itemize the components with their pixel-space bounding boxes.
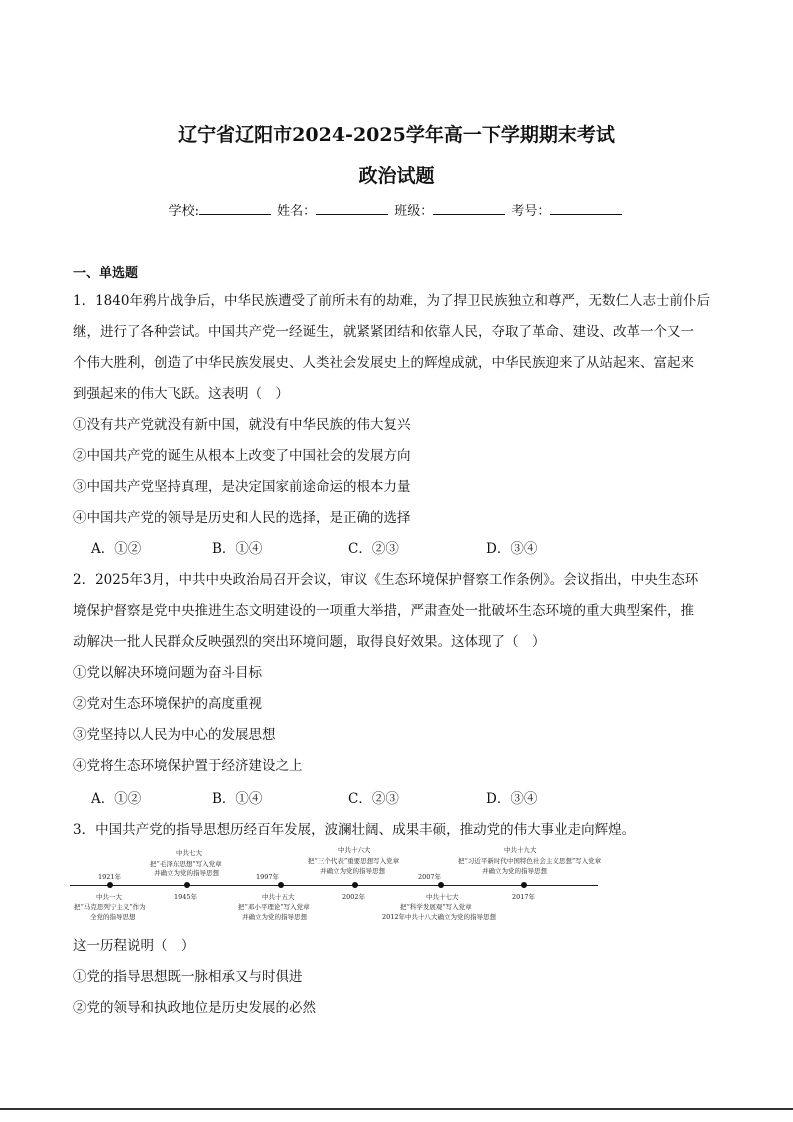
timeline-event-label: 2012年中共十八大确立为党的指导思想 [382, 913, 497, 921]
school-label: 学校: [168, 204, 199, 219]
timeline-event-label: 并确立为党的指导思想 [482, 867, 547, 875]
timeline-event-label: 中共十九大 [504, 846, 537, 854]
timeline-event-label: 中共十六大 [338, 846, 371, 854]
q2-stem-line: 2．2025年3月，中共中央政治局召开会议，审议《生态环境保护督察工作条例》。会议指出，中央生态环 [73, 572, 699, 588]
timeline-event-label: 并确立为党的指导思想 [154, 869, 219, 877]
q1-statement: ②中国共产党的诞生从根本上改变了中国社会的发展方向 [73, 448, 411, 464]
timeline-year: 1921年 [98, 873, 122, 881]
q3-stem: 3．中国共产党的指导思想历经百年发展，波澜壮阔、成果丰硕，推动党的伟大事业走向辉煌。 [73, 822, 636, 838]
timeline-event-label: 中共十七大 [426, 893, 459, 901]
q2-statement: ④党将生态环境保护置于经济建设之上 [73, 758, 303, 774]
q1-statement: ③中国共产党坚持真理，是决定国家前途命运的根本力量 [73, 479, 411, 495]
q3-statement: ②党的领导和执政地位是历史发展的必然 [73, 1000, 316, 1016]
q2-option-a[interactable]: A．①② [91, 791, 142, 807]
class-label: 班级： [394, 204, 434, 219]
q1-stem-line: 个伟大胜利，创造了中华民族发展史、人类社会发展史上的辉煌成就，中华民族迎来了从站起来、富起来 [73, 355, 694, 371]
timeline-event-label: 把“习近平新时代中国特色社会主义思想”写入党章 [458, 857, 602, 865]
q1-statement: ④中国共产党的领导是历史和人民的选择，是正确的选择 [73, 510, 411, 526]
timeline-dot-2002 [352, 882, 358, 888]
q1-option-d[interactable]: D．③④ [486, 541, 538, 557]
school-blank [199, 202, 271, 215]
q2-stem-line: 动解决一批人民群众反映强烈的突出环境问题，取得良好效果。这体现了（ ） [73, 634, 546, 650]
timeline-dot-2017 [521, 882, 527, 888]
section-title: 一、单选题 [73, 266, 139, 281]
timeline-event-label: 把“三个代表”重要思想写入党章 [308, 857, 400, 865]
timeline-year: 1945年 [174, 893, 198, 901]
timeline-year: 1997年 [256, 873, 280, 881]
timeline-event-label: 把“邓小平理论”写入党章 [238, 903, 310, 911]
timeline-event-label: 把“毛泽东思想”写入党章 [150, 860, 222, 868]
timeline-event-label: 并确立为党的指导思想 [242, 913, 307, 921]
page-bottom-rule [0, 1108, 793, 1110]
timeline-event-label: 中共七大 [176, 849, 202, 857]
student-info-line [0, 200, 793, 219]
q2-statement: ②党对生态环境保护的高度重视 [73, 696, 262, 712]
exam-number-label: 考号： [511, 204, 551, 219]
timeline-event-label: 中共十五大 [262, 893, 295, 901]
timeline-event-label: 把“科学发展观”写入党章 [400, 903, 472, 911]
timeline-year: 2002年 [342, 893, 366, 901]
name-label: 姓名： [277, 204, 317, 219]
q1-statement: ①没有共产党就没有新中国，就没有中华民族的伟大复兴 [73, 417, 411, 433]
q1-stem-line: 1．1840年鸦片战争后，中华民族遭受了前所未有的劫难，为了捍卫民族独立和尊严，无数仁人志士前仆后 [73, 293, 710, 309]
timeline-event-label: 把“马克思列宁主义”作为 [74, 903, 146, 911]
q2-option-c[interactable]: C．②③ [348, 791, 399, 807]
q1-option-a[interactable]: A．①② [91, 541, 142, 557]
page-title: 辽宁省辽阳市2024-2025学年高一下学期期末考试 [178, 124, 615, 146]
timeline-figure [70, 842, 600, 924]
timeline-year: 2017年 [512, 893, 536, 901]
q3-statement: ①党的指导思想既一脉相承又与时俱进 [73, 969, 303, 985]
q2-option-b[interactable]: B．①④ [212, 791, 263, 807]
timeline-dot-1921 [107, 882, 113, 888]
timeline-dot-2007 [438, 882, 444, 888]
q1-option-b[interactable]: B．①④ [212, 541, 263, 557]
name-blank [316, 202, 388, 215]
timeline-event-label: 全党的指导思想 [90, 913, 136, 921]
q2-statement: ③党坚持以人民为中心的发展思想 [73, 727, 276, 743]
class-blank [433, 202, 505, 215]
q1-stem-line: 继，进行了各种尝试。中国共产党一经诞生，就紧紧团结和依靠人民，夺取了革命、建设、改革一个又一 [73, 324, 694, 340]
timeline-event-label: 并确立为党的指导思想 [320, 867, 385, 875]
exam-number-blank [550, 202, 622, 215]
timeline-event-label: 中共一大 [96, 893, 122, 901]
q1-option-c[interactable]: C．②③ [348, 541, 399, 557]
timeline-dot-1997 [278, 882, 284, 888]
q1-stem-line: 到强起来的伟大飞跃。这表明（ ） [73, 386, 289, 402]
q3-question: 这一历程说明（ ） [73, 938, 195, 954]
q2-stem-line: 境保护督察是党中央推进生态文明建设的一项重大举措，严肃查处一批破坏生态环境的重大典型案件，推 [73, 603, 694, 619]
q2-statement: ①党以解决环境问题为奋斗目标 [73, 665, 262, 681]
timeline-axis [70, 885, 598, 886]
q2-option-d[interactable]: D．③④ [486, 791, 538, 807]
timeline-dot-1945 [184, 882, 190, 888]
timeline-year: 2007年 [418, 873, 442, 881]
page-subtitle: 政治试题 [358, 165, 435, 187]
